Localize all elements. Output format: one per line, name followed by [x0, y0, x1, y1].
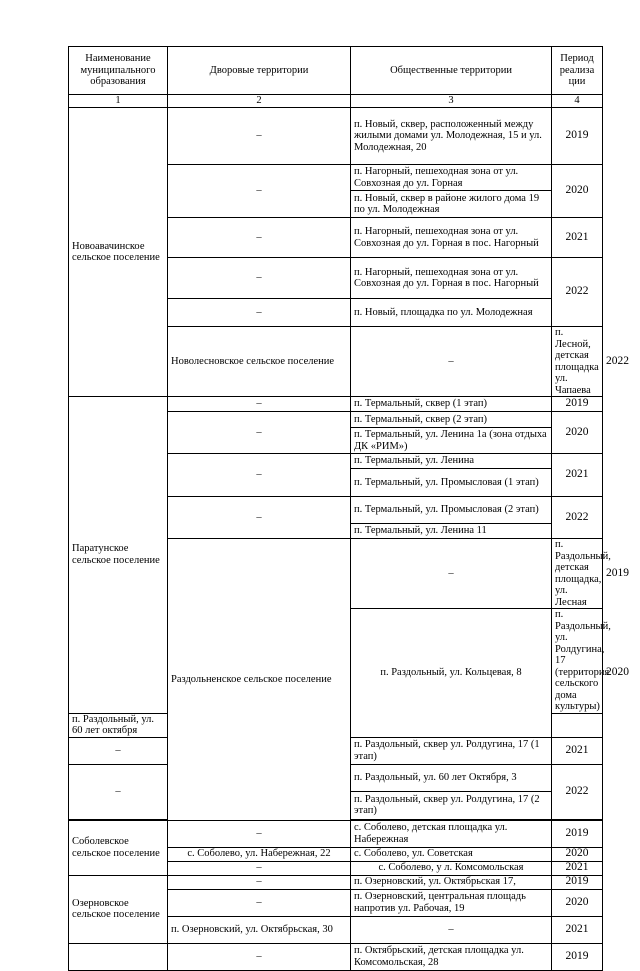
public-cell: п. Озерновский, центральная площадь напротив ул. Рабочая, 19	[351, 889, 552, 916]
period-cell: 2019	[552, 875, 603, 889]
period-cell: 2021	[552, 737, 603, 764]
public-cell: п. Раздольный, сквер ул. Ролдугина, 17 (1 этап)	[351, 737, 552, 764]
yard-cell: –	[69, 764, 168, 819]
yard-cell: –	[168, 258, 351, 299]
period-cell: 2020	[552, 412, 603, 454]
period-cell: 2021	[552, 861, 603, 875]
period-cell: 2020	[552, 847, 603, 861]
yard-cell: –	[168, 943, 351, 970]
period-cell: 2019	[552, 820, 603, 847]
header-public-territories: Общественные территории	[351, 47, 552, 95]
period-cell: 2022	[552, 764, 603, 819]
yard-cell: –	[168, 820, 351, 847]
public-cell: п. Новый, площадка по ул. Молодежная	[351, 299, 552, 327]
public-cell: п. Нагорный, пешеходная зона от ул. Совхозная до ул. Горная в пос. Нагорный	[351, 258, 552, 299]
public-cell: п. Лесной, детская площадка ул. Чапаева	[552, 327, 603, 397]
yard-cell: –	[168, 497, 351, 539]
public-cell: п. Раздольный, ул. 60 лет Октября, 3	[351, 764, 552, 791]
public-cell: п. Термальный, сквер (1 этап)	[351, 397, 552, 412]
period-cell: 2020	[552, 165, 603, 218]
territories-table	[68, 46, 629, 971]
yard-cell: с. Соболево, ул. Набережная, 22	[168, 847, 351, 861]
public-cell: –	[351, 916, 552, 943]
public-cell: с. Соболево, детская площадка ул. Набережная	[351, 820, 552, 847]
yard-cell: –	[351, 327, 552, 397]
header-period: Период реализа ции	[552, 47, 603, 95]
table-row	[69, 820, 603, 847]
public-cell: п. Термальный, ул. Ленина 1а (зона отдыха ДК «РИМ»)	[351, 428, 552, 454]
public-cell: п. Нагорный, пешеходная зона от ул. Совхозная до ул. Горная	[351, 165, 552, 191]
public-cell: п. Раздольный, ул. 60 лет октября	[69, 713, 168, 737]
period-cell: 2021	[552, 218, 603, 258]
table-row: п. Раздольный, ул. Кольцевая, 8 п. Раздольный, ул. Ролдугина, 17 (территория сельского дома культуры) 2020	[69, 609, 603, 714]
municipality-name: Озерновское сельское поселение	[69, 875, 168, 943]
municipality-name: Новолесновское сельское поселение	[168, 327, 351, 397]
municipality-name: Соболевское сельское поселение	[69, 820, 168, 875]
public-cell: с. Соболево, у л. Комсомольская	[351, 861, 552, 875]
document-page	[68, 46, 629, 971]
header-municipality: Наименование муниципального образования	[69, 47, 168, 95]
yard-cell: –	[168, 875, 351, 889]
period-cell: 2022	[552, 258, 603, 327]
column-number: 3	[351, 95, 552, 108]
municipality-name: Паратунское сельское поселение	[69, 397, 168, 714]
column-number: 2	[168, 95, 351, 108]
period-cell: 2022	[552, 497, 603, 539]
period-cell: 2021	[552, 916, 603, 943]
public-cell: с. Соболево, ул. Советская	[351, 847, 552, 861]
period-cell: 2020	[552, 889, 603, 916]
column-number: 4	[552, 95, 603, 108]
period-cell: 2019	[552, 943, 603, 970]
public-cell: п. Октябрьский, детская площадка ул. Комсомольская, 28	[351, 943, 552, 970]
table-row	[69, 108, 603, 165]
table-row: Новолесновское сельское поселение – п. Лесной, детская площадка ул. Чапаева 2022	[69, 327, 603, 397]
municipality-name: Новоавачинское сельское поселение	[69, 108, 168, 397]
public-cell: п. Новый, сквер, расположенный между жилыми домами ул. Молодежная, 15 и ул. Молодежная, 20	[351, 108, 552, 165]
public-cell: п. Термальный, ул. Ленина	[351, 454, 552, 469]
public-cell: п. Раздольный, детская площадка, ул. Лесная	[552, 539, 603, 609]
public-cell: п. Термальный, ул. Ленина 11	[351, 524, 552, 539]
table-row: Раздольненское сельское поселение – п. Раздольный, детская площадка, ул. Лесная 2019	[69, 539, 603, 609]
municipality-name	[69, 943, 168, 970]
period-cell: 2019	[552, 397, 603, 412]
public-cell: п. Новый, сквер в районе жилого дома 19 по ул. Молодежная	[351, 191, 552, 218]
column-number: 1	[69, 95, 168, 108]
yard-cell: –	[351, 539, 552, 609]
period-cell: 2021	[552, 454, 603, 497]
yard-cell: –	[168, 889, 351, 916]
yard-cell: п. Озерновский, ул. Октябрьская, 30	[168, 916, 351, 943]
yard-cell: –	[168, 108, 351, 165]
header-yard-territories: Дворовые территории	[168, 47, 351, 95]
table-row	[69, 397, 603, 412]
yard-cell: –	[168, 397, 351, 412]
yard-cell: –	[69, 737, 168, 764]
public-cell: п. Озерновский, ул. Октябрьская 17,	[351, 875, 552, 889]
public-cell: п. Термальный, ул. Промысловая (2 этап)	[351, 497, 552, 524]
yard-cell: –	[168, 412, 351, 454]
yard-cell: –	[168, 299, 351, 327]
yard-cell: –	[168, 861, 351, 875]
table-row	[69, 875, 603, 889]
period-cell: 2019	[552, 108, 603, 165]
public-cell: п. Термальный, ул. Промысловая (1 этап)	[351, 469, 552, 497]
public-cell: п. Раздольный, сквер ул. Ролдугина, 17 (2 этап)	[351, 791, 552, 819]
public-cell: п. Нагорный, пешеходная зона от ул. Совхозная до ул. Горная в пос. Нагорный	[351, 218, 552, 258]
table-row	[69, 943, 603, 970]
yard-cell: –	[168, 218, 351, 258]
yard-cell: –	[168, 165, 351, 218]
table-header-row	[69, 47, 603, 95]
yard-cell: п. Раздольный, ул. Кольцевая, 8	[351, 609, 552, 738]
yard-cell: –	[168, 454, 351, 497]
public-cell: п. Термальный, сквер (2 этап)	[351, 412, 552, 428]
column-numbers-row	[69, 95, 603, 108]
municipality-name: Раздольненское сельское поселение	[168, 539, 351, 821]
public-cell: п. Раздольный, ул. Ролдугина, 17 (территория сельского дома культуры)	[552, 609, 603, 714]
